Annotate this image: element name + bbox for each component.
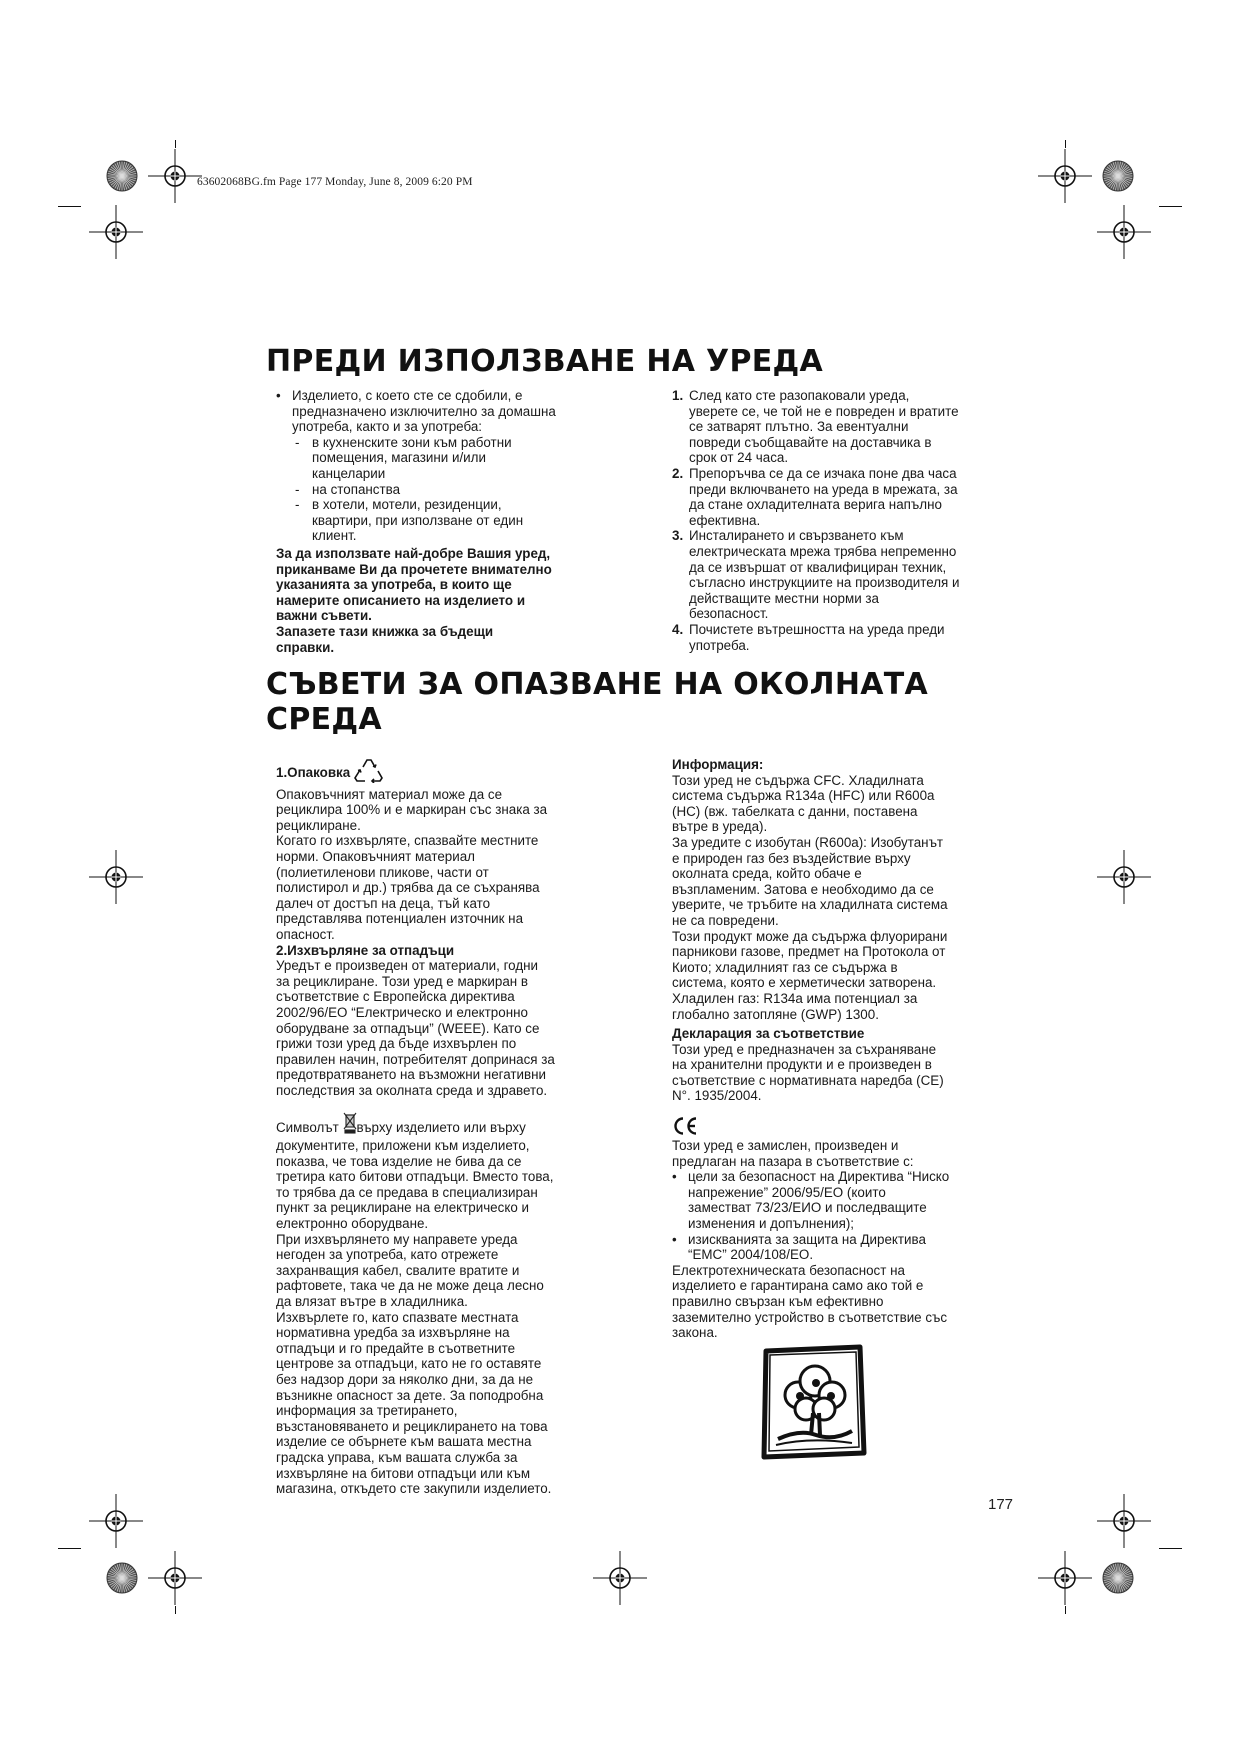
numbered-step	[672, 466, 1032, 528]
text-line: срок от 24 часа.	[689, 450, 789, 466]
registration-target-icon	[148, 149, 202, 203]
text-line: При изхвърлянето му направете уреда	[276, 1231, 518, 1247]
text-line: уверете се, че той не е повреден и вратите	[689, 403, 959, 419]
text-line: вътре в уреда).	[672, 819, 768, 835]
text-line: възстановяването и рециклирането на това	[276, 1418, 548, 1434]
text-line: Когато го изхвърляте, спазвайте местните	[276, 833, 539, 849]
text-line: електронно оборудване.	[276, 1216, 429, 1232]
section1-right-column	[672, 388, 1032, 653]
text-line: парникови газове, предмет на Протокола от	[672, 944, 946, 960]
read-instructions-note	[276, 546, 646, 655]
text-line: то трябва да се предава в специализиран	[276, 1184, 538, 1200]
waste-heading: 2.Изхвърляне за отпадъци	[276, 942, 455, 958]
usage-dash-item	[276, 497, 646, 544]
registration-target-icon	[1038, 149, 1092, 203]
text-line: да влязат вътре в хладилника.	[276, 1294, 468, 1309]
eco-tree-logo-icon	[760, 1343, 868, 1466]
text-line: правилно свързан към ефективно	[672, 1294, 884, 1309]
text-line: система съдържа R134a (HFC) или R600a	[672, 788, 935, 804]
text-line: представлява потенциален източник на	[276, 911, 524, 927]
text-line: норми. Опаковъчният материал	[276, 848, 475, 864]
text-line: указанията за употреба, в които ще	[276, 577, 512, 593]
usage-dash-item	[276, 435, 646, 482]
section-title-before-use: ПРЕДИ ИЗПОЛЗВАНЕ НА УРЕДА	[266, 344, 824, 379]
crop-line	[1065, 1606, 1066, 1614]
text-line: уверите, че тръбите на хладилната система	[672, 897, 948, 913]
text-line: употреба, както и за употреба:	[292, 419, 482, 435]
text-line: Запазете тази книжка за бъдещи	[276, 623, 494, 639]
text-line: помещения, магазини и/или	[312, 450, 486, 466]
text-line: (полиетиленови пликове, части от	[276, 864, 489, 880]
recycle-icon	[354, 757, 384, 787]
text-line: е природен газ без въздействие върху	[672, 850, 911, 866]
text-line: рециклиране.	[276, 817, 361, 833]
ce-mark-icon	[672, 1116, 1032, 1138]
text-line: Символът върху изделието или върху	[276, 1112, 656, 1138]
registration-target-icon	[1097, 850, 1151, 904]
usage-bullet	[276, 388, 646, 435]
declaration-heading: Декларация за съответствие	[672, 1026, 865, 1042]
text-line: съгласно инструкциите на производителя и	[689, 575, 960, 591]
text-line: рафтовете, така че да не може деца лесно	[276, 1278, 544, 1294]
text-line: Препоръчва се да се изчака поне два часа	[689, 465, 957, 481]
text-line: възникне опасност за дете. За поподробна	[276, 1387, 544, 1403]
directive-bullet	[672, 1232, 1032, 1263]
text-line: градска управа, към вашата служба за	[276, 1449, 518, 1465]
text-line: отпадъци и го предайте в съответните	[276, 1340, 516, 1356]
text-line: повреди съобщавайте на доставчика в	[689, 434, 932, 450]
crossed-bin-icon	[343, 1112, 357, 1138]
text-line: Този уред не съдържа CFC. Хладилната	[672, 772, 924, 788]
text-line: Киото; хладилният газ се съдържа в	[672, 959, 898, 975]
text-line: напрежение” 2006/95/ЕО (които	[688, 1184, 886, 1200]
text-line: на стопанства	[312, 481, 401, 497]
step-number: 1.	[672, 388, 684, 403]
text-line: изхвърляне на битови отпадъци или към	[276, 1465, 531, 1481]
bullet-dot: •	[276, 388, 281, 403]
text-line: За уредите с изобутан (R600a): Изобутанът	[672, 834, 944, 850]
color-wheel-mark-icon	[1102, 1562, 1134, 1594]
text-line: нормативна уредба за изхвърляне на	[276, 1325, 510, 1341]
text-line: последствия за околната среда и здравето.	[276, 1082, 548, 1098]
text-line: приканваме Ви да прочетете внимателно	[276, 561, 552, 577]
registration-target-icon	[148, 1551, 202, 1605]
info-heading: Информация:	[672, 757, 764, 772]
numbered-step	[672, 622, 1032, 653]
registration-target-icon	[1097, 1494, 1151, 1548]
registration-target-icon	[593, 1551, 647, 1605]
text-line: без надзор дори за няколко дни, за да не	[276, 1371, 534, 1387]
crop-line	[175, 1606, 176, 1614]
text-line: показва, че това изделие не бива да се	[276, 1153, 522, 1169]
text-line: N°. 1935/2004.	[672, 1088, 762, 1104]
color-wheel-mark-icon	[106, 160, 138, 192]
text-line: съответствие с нормативната наредба (CE)	[672, 1072, 944, 1088]
numbered-step	[672, 528, 1032, 622]
text-line: в хотели, мотели, резиденции,	[312, 497, 502, 513]
file-header-line: 63602068BG.fm Page 177 Monday, June 8, 2009 6:20 PM	[197, 176, 473, 188]
text-line: За да използвате най-добре Вашия уред,	[276, 545, 551, 561]
text-line: действащите местни норми за	[689, 590, 879, 606]
text-line: третира като битови отпадъци. Вместо това,	[276, 1169, 554, 1185]
page-number: 177	[988, 1496, 1014, 1513]
text-line: съответствие с Европейска директива	[276, 989, 515, 1005]
text-line: (HC) (вж. табелката с данни, поставена	[672, 803, 918, 819]
registration-target-icon	[89, 1494, 143, 1548]
bullet-dot: •	[672, 1169, 677, 1185]
text-line: опасност.	[276, 926, 335, 942]
text-line: на хранителни продукти и е произведен в	[672, 1057, 932, 1073]
registration-target-icon	[1097, 205, 1151, 259]
text-line: предназначено изключително за домашна	[292, 403, 556, 419]
text-line: възпламеним. Затова е необходимо да се	[672, 881, 934, 897]
text-line: Изхвърлете го, като спазвате местната	[276, 1309, 519, 1325]
crop-line	[1159, 1548, 1182, 1549]
packaging-heading: 1.Опаковка	[276, 757, 656, 787]
crop-line	[1159, 206, 1182, 207]
text-line: Този продукт може да съдържа флуорирани	[672, 928, 948, 944]
text-line: изменения и допълнения);	[688, 1216, 855, 1232]
text-line: магазина, откъдето сте закупили изделието.	[276, 1481, 552, 1497]
title-line: СЪВЕТИ ЗА ОПАЗВАНЕ НА ОКОЛНАТА	[266, 667, 929, 702]
text-line: закона.	[672, 1325, 718, 1341]
text-line: правилен начин, потребителят допринася за	[276, 1051, 555, 1067]
text-line: пункт за рециклиране на електрическо и	[276, 1200, 529, 1216]
text-line: рециклира 100% и е маркиран със знака за	[276, 802, 548, 818]
color-wheel-mark-icon	[106, 1562, 138, 1594]
text-line: изискванията за защита на Директива	[688, 1231, 926, 1247]
text-line: предотвратяването на възможни негативни	[276, 1067, 546, 1083]
registration-target-icon	[89, 205, 143, 259]
text-line: преди включването на уреда в мрежата, за	[689, 481, 958, 497]
text-line: След като сте разопаковали уреда,	[689, 388, 910, 403]
dash: -	[295, 434, 300, 450]
text-line: грижи този уред да бъде изхвърлен по	[276, 1036, 517, 1052]
text-line: справки.	[276, 639, 335, 655]
text-line: центрове за отпадъци, като не го оставяте	[276, 1356, 542, 1372]
step-number: 4.	[672, 621, 684, 637]
text-line: безопасност.	[689, 606, 769, 622]
text-line: да стане охладителната верига напълно	[689, 497, 942, 513]
bullet-dot: •	[672, 1231, 677, 1247]
text-line: ефективна.	[689, 512, 761, 528]
text-line: не са повредени.	[672, 912, 779, 928]
crop-line	[58, 206, 81, 207]
dash: -	[295, 481, 300, 497]
section2-left-column	[276, 757, 656, 1497]
dash: -	[295, 497, 300, 513]
text-line: важни съвети.	[276, 608, 372, 624]
text-line: Този уред е предназначен за съхраняване	[672, 1041, 937, 1057]
text-line: употреба.	[689, 637, 750, 653]
directive-bullet	[672, 1169, 1032, 1231]
text-line: клиент.	[312, 528, 357, 544]
text-line: канцеларии	[312, 465, 386, 481]
registration-target-icon	[1038, 1551, 1092, 1605]
text-line: се затварят плътно. За евентуални	[689, 419, 909, 435]
color-wheel-mark-icon	[1102, 160, 1134, 192]
registration-target-icon	[89, 850, 143, 904]
text-line: заместват 73/23/ЕИО и последващите	[688, 1200, 927, 1216]
section1-left-column	[276, 388, 646, 655]
text-line: Инсталирането и свързването към	[689, 528, 904, 544]
text-line: Уредът е произведен от материали, годни	[276, 958, 539, 974]
crop-line	[1065, 140, 1066, 148]
crop-line	[58, 1548, 81, 1549]
text-line: информация за третирането,	[276, 1403, 458, 1419]
text-line: Изделието, с което сте се сдобили, е	[292, 388, 523, 403]
usage-dash-item	[276, 482, 646, 498]
numbered-step	[672, 388, 1032, 466]
text-line: изделие се обърнете към вашата местна	[276, 1434, 532, 1450]
title-line: СРЕДА	[266, 702, 382, 737]
text-line: Този уред е замислен, произведен и	[672, 1138, 899, 1154]
text-line: полистирол и др.) трябва да се съхранява	[276, 880, 540, 896]
step-number: 2.	[672, 465, 684, 481]
text-line: изделието е гарантирана само ако той е	[672, 1278, 924, 1294]
text-line: 2002/96/ЕО “Електрическо и електронно	[276, 1004, 528, 1020]
text-line: Почистете вътрешността на уреда преди	[689, 621, 945, 637]
text-line: глобално затопляне (GWP) 1300.	[672, 1006, 879, 1022]
text-line: заземително устройство в съответствие със	[672, 1309, 948, 1325]
text-line: предлаган на пазара в съответствие с:	[672, 1153, 914, 1169]
text-line: намерите описанието на изделието и	[276, 592, 526, 608]
text-line: захранващия кабел, свалите вратите и	[276, 1262, 520, 1278]
text-line: в кухненските зони към работни	[312, 434, 512, 450]
text-line: Опаковъчният материал може да се	[276, 786, 503, 802]
text-line: оборудване за отпадъци” (WEEE). Като се	[276, 1020, 540, 1036]
step-number: 3.	[672, 528, 684, 544]
text-line: система, която е херметически затворена.	[672, 975, 937, 991]
text-line: Електротехническата безопасност на	[672, 1262, 905, 1278]
crop-line	[175, 140, 176, 148]
section2-right-column	[672, 757, 1032, 1341]
text-line: далеч от достъп на деца, тъй като	[276, 895, 491, 911]
text-line: да се извършат от квалифициран техник,	[689, 559, 947, 575]
text-line: квартири, при използване от един	[312, 512, 524, 528]
text-line: “EMC” 2004/108/ЕО.	[688, 1247, 814, 1263]
text-line: за рециклиране. Този уред е маркиран в	[276, 973, 529, 989]
text-line: документите, приложени към изделието,	[276, 1138, 530, 1154]
text-line: негоден за употреба, като отрежете	[276, 1247, 499, 1263]
text-line: Хладилен газ: R134a има потенциал за	[672, 990, 918, 1006]
text-line: електрическата мрежа трябва непременно	[689, 543, 957, 559]
text-line: цели за безопасност на Директива “Ниско	[688, 1169, 950, 1185]
section-title-environment	[266, 667, 928, 737]
text-line: околната среда, който обаче е	[672, 866, 862, 882]
